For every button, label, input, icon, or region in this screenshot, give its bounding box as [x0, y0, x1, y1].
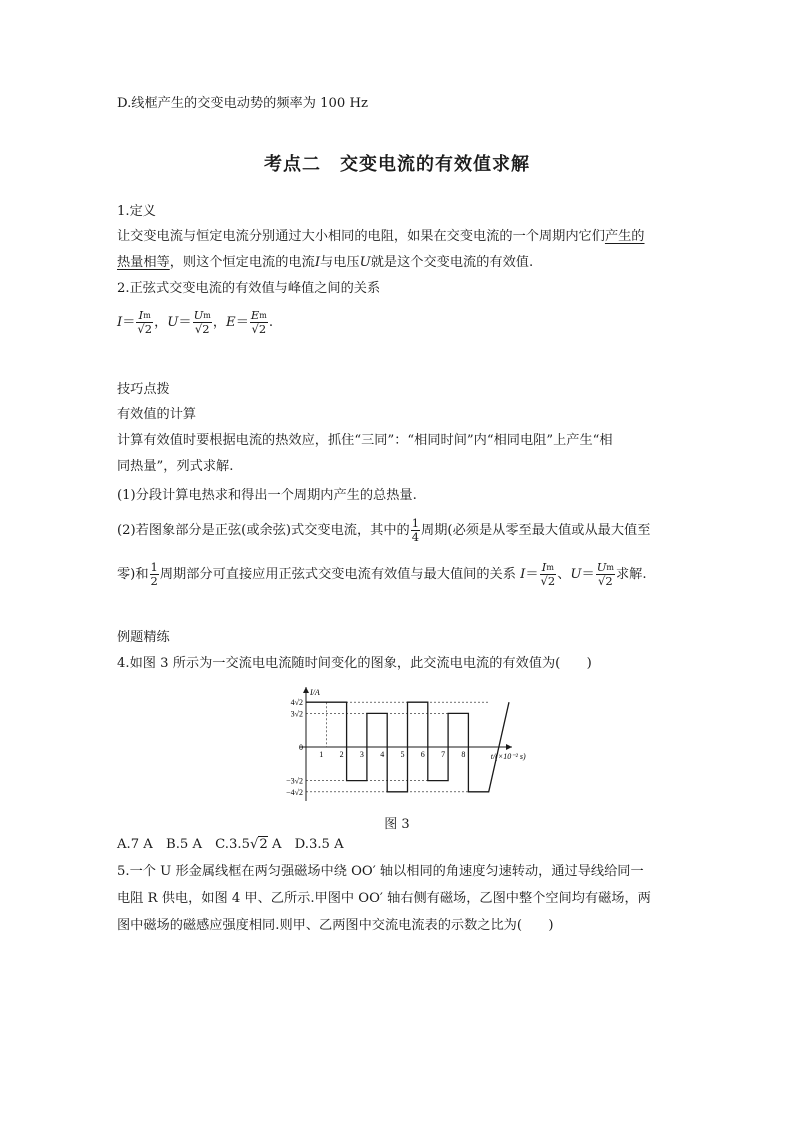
formula-sep-2: ，: [212, 315, 227, 330]
current-time-chart: [272, 683, 526, 805]
formula-frac-u: $\frac{U^m}{√2}$: [193, 308, 211, 336]
y-tick-label-4: −4√2: [286, 787, 303, 797]
s1-line2-f: 就是这个交变电流的有效值.: [370, 255, 534, 270]
s1-line2-b: ，则这个恒定电流的电流: [169, 255, 315, 270]
s1-line2-d: 与电压: [320, 255, 360, 270]
calc-p3-sqrt-1: 2: [547, 574, 556, 588]
question-5-line2: 电阻 R 供电，如图 4 甲、乙所示.甲图中 OO′ 轴右侧有磁场，乙图中整个空间均有磁场，两: [117, 891, 651, 906]
formula-u-num: U: [193, 308, 204, 322]
calc-p3-sep: 、: [557, 567, 571, 582]
page-title: 考点二 交变电流的有效值求解: [264, 154, 530, 175]
s1-line2: [117, 253, 533, 273]
calc-p3-eq-1: ＝: [525, 567, 539, 582]
s1-line1-b: 产生的: [604, 229, 645, 244]
s1-line1-a: 让交变电流与恒定电流分别通过大小相同的电阻，如果在交变电流的一个周期内它们: [117, 229, 605, 244]
rms-formula: [117, 308, 273, 338]
calc-line1: 计算有效值时要根据电流的热效应，抓住“三同”：“相同时间”内“相同电阻”上产生“相: [117, 433, 613, 448]
calc-p3-eq-2: ＝: [581, 567, 595, 582]
example-heading: 例题精练: [117, 630, 170, 645]
formula-u: U: [167, 315, 179, 330]
formula-m-3: m: [259, 311, 267, 320]
formula-sqrt-1: 2: [144, 322, 153, 336]
q4-options-b: A D.3.5 A: [267, 837, 344, 852]
formula-i: I: [117, 315, 123, 330]
x-axis-label: t/(×10⁻² s): [490, 752, 526, 761]
x-tick-label-1: 2: [339, 750, 344, 759]
calc-p2-a: (2)若图象部分是正弦(或余弦)式交变电流，其中的: [117, 523, 410, 538]
x-tick-label-2: 3: [359, 750, 364, 759]
calc-heading: 有效值的计算: [117, 407, 197, 422]
x-tick-label-6: 7: [441, 750, 446, 759]
question-4-options: A.7 A B.5 A C.3.5√2 A D.3.5 A: [117, 837, 344, 852]
calc-p3-frac-u: $\frac{U^m}{√2}$: [596, 560, 614, 588]
calc-p3-i: I: [520, 567, 526, 582]
calc-p3-m-2: m: [606, 563, 614, 572]
formula-eq-3: ＝: [235, 315, 249, 330]
calc-p2: [117, 516, 650, 546]
tips-heading: 技巧点拨: [117, 382, 170, 397]
formula-end: .: [268, 315, 274, 330]
formula-eq-2: ＝: [178, 315, 192, 330]
x-tick-label-0: 1: [319, 750, 324, 759]
s2-heading: 2.正弦式交变电流的有效值与峰值之间的关系: [117, 281, 381, 296]
formula-m-1: m: [143, 311, 151, 320]
calc-p3-end: 求解.: [615, 567, 647, 582]
top-option: D.线框产生的交变电动势的频率为 100 Hz: [117, 96, 368, 111]
x-tick-label-5: 6: [420, 750, 425, 759]
x-tick-label-7: 8: [461, 750, 466, 759]
calc-p1: (1)分段计算电热求和得出一个周期内产生的总热量.: [117, 488, 417, 503]
s1-line2-a: 热量相等: [117, 255, 170, 270]
calc-p3-frac-i: $\frac{I^m}{√2}$: [540, 560, 556, 588]
calc-p3-m-1: m: [546, 563, 554, 572]
q4-options-a: A.7 A B.5 A C.3.5: [117, 837, 250, 852]
formula-frac-i: $\frac{I^m}{√2}$: [137, 308, 153, 336]
formula-frac-e: $\frac{E^m}{√2}$: [250, 308, 267, 336]
s1-line2-e: U: [359, 255, 371, 270]
question-5-line1: 5.一个 U 形金属线框在两匀强磁场中绕 OO′ 轴以相同的角速度匀速转动，通过导线给同一: [117, 864, 644, 879]
formula-e: E: [226, 315, 236, 330]
calc-p3-b: 周期部分可直接应用正弦式交变电流有效值与最大值间的关系: [159, 567, 516, 582]
calc-p3-frac-den: 2: [150, 574, 158, 588]
calc-p2-b: 周期(必须是从零至最大值或从最大值至: [421, 523, 651, 538]
y-tick-label-1: 3√2: [290, 709, 303, 719]
y-axis-label: I/A: [310, 688, 320, 697]
s1-line2-c: I: [314, 255, 321, 270]
calc-p2-frac: [411, 517, 420, 544]
question-4: 4.如图 3 所示为一交流电电流随时间变化的图象，此交流电电流的有效值为( ): [117, 656, 592, 671]
formula-i-num: I: [138, 308, 144, 322]
calc-p3: [117, 560, 647, 590]
figure-caption: 图 3: [384, 817, 410, 832]
x-tick-label-3: 4: [380, 750, 385, 759]
calc-p3-i-num: I: [541, 560, 547, 574]
q4-options-sqrt: 2: [259, 837, 268, 852]
formula-eq-1: ＝: [122, 315, 136, 330]
y-tick-label-2: 0: [299, 743, 303, 752]
calc-p2-frac-den: 4: [411, 530, 420, 544]
y-tick-label-3: −3√2: [286, 776, 303, 786]
formula-sqrt-2: 2: [202, 322, 210, 336]
calc-p2-frac-num: 1: [411, 516, 420, 530]
formula-e-num: E: [250, 308, 260, 322]
calc-p3-sqrt-2: 2: [605, 574, 613, 588]
calc-p3-frac-num: 1: [150, 560, 158, 574]
x-tick-label-4: 5: [400, 750, 405, 759]
calc-p3-a: 零)和: [117, 567, 149, 582]
s1-line1: [117, 227, 645, 247]
formula-m-2: m: [203, 311, 211, 320]
s1-heading: 1.定义: [117, 204, 156, 219]
formula-sep-1: ，: [154, 315, 168, 330]
calc-p3-u-num: U: [596, 560, 607, 574]
y-tick-label-0: 4√2: [290, 698, 303, 708]
formula-sqrt-3: 2: [258, 322, 267, 336]
question-5-line3: 图中磁场的磁感应强度相同.则甲、乙两图中交流电流表的示数之比为( ): [117, 918, 554, 933]
calc-line2: 同热量”，列式求解.: [117, 459, 234, 474]
calc-p3-u: U: [570, 567, 582, 582]
calc-p3-frac: [150, 561, 159, 588]
